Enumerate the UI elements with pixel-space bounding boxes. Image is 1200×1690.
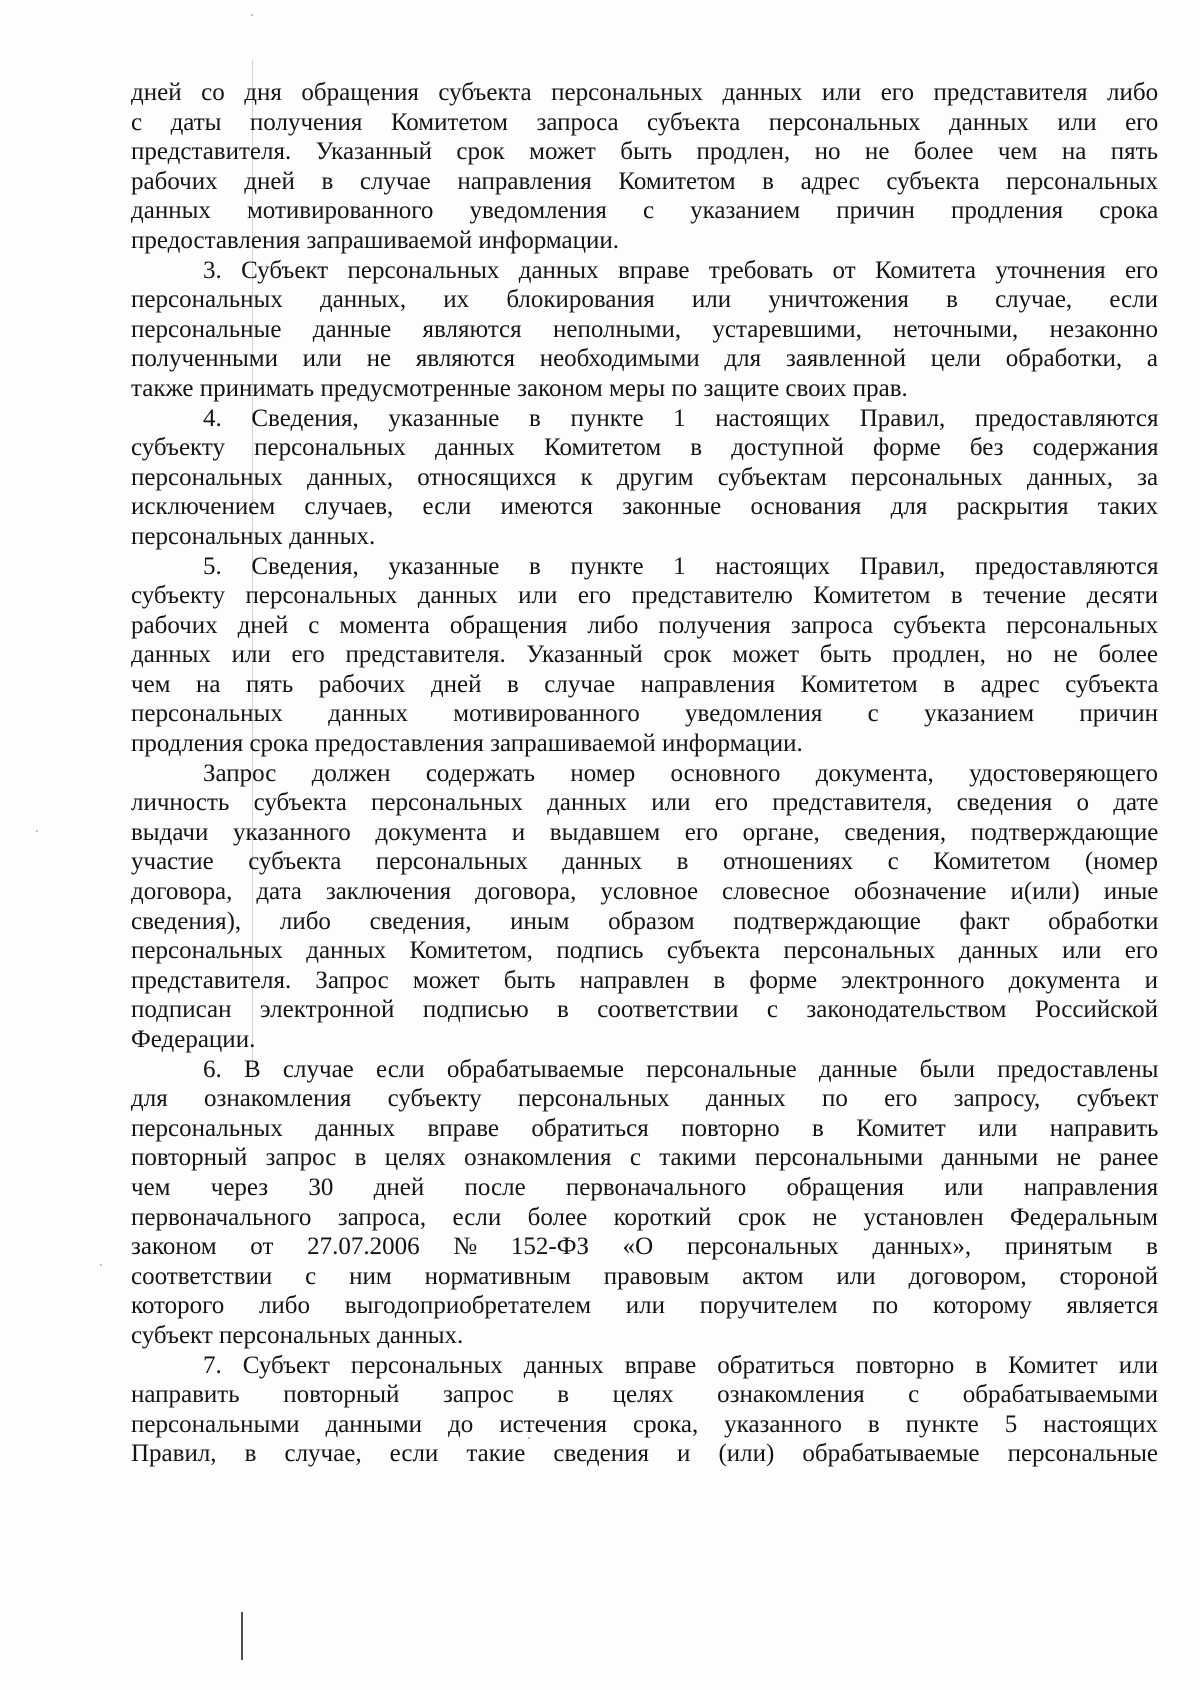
text-line: 3. Субъект персональных данных вправе требовать от Комитета уточнения его: [203, 256, 1159, 284]
text-line: данных или его представителя. Указанный срок может быть продлен, но не более: [131, 641, 1158, 669]
text-line: персональных данных, относящихся к другим субъектам персональных данных, за: [131, 463, 1159, 491]
text-line: направить повторный запрос в целях ознакомления с обрабатываемыми: [131, 1381, 1158, 1409]
text-line: участие субъекта персональных данных в отношениях с Комитетом (номер: [131, 848, 1158, 876]
text-line: 5. Сведения, указанные в пункте 1 настоящих Правил, предоставляются: [203, 552, 1159, 580]
text-line: персональных данных Комитетом, подпись субъекта персональных данных или его: [131, 937, 1158, 965]
scan-speck: [251, 14, 253, 16]
text-line: соответствии с ним нормативным правовым актом или договором, стороной: [131, 1262, 1158, 1290]
text-line: для ознакомления субъекту персональных данных по его запросу, субъект: [131, 1085, 1159, 1113]
text-line: личность субъекта персональных данных или его представителя, сведения о дате: [131, 789, 1159, 817]
text-line: договора, дата заключения договора, условное словесное обозначение и(или) иные: [131, 878, 1159, 906]
text-line: чем на пять рабочих дней в случае направления Комитетом в адрес субъекта: [131, 670, 1159, 698]
text-line: с даты получения Комитетом запроса субъекта персональных данных или его: [131, 108, 1159, 136]
text-line: 4. Сведения, указанные в пункте 1 настоящих Правил, предоставляются: [203, 404, 1159, 432]
text-line: выдачи указанного документа и выдавшем его органе, сведения, подтверждающие: [131, 818, 1159, 846]
scan-speck: [100, 1264, 102, 1266]
document-body-text: [131, 78, 1158, 1469]
text-line: рабочих дней с момента обращения либо получения запроса субъекта персональных: [131, 611, 1159, 639]
text-line: продления срока предоставления запрашиваемой информации.: [131, 730, 803, 758]
text-line: субъекту персональных данных или его представителю Комитетом в течение десяти: [131, 582, 1158, 610]
text-line: повторный запрос в целях ознакомления с такими персональными данными не ранее: [131, 1144, 1159, 1172]
text-line: 6. В случае если обрабатываемые персональные данные были предоставлены: [203, 1055, 1159, 1083]
text-line: подписан электронной подписью в соответствии с законодательством Российской: [131, 996, 1159, 1024]
text-line: рабочих дней в случае направления Комитетом в адрес субъекта персональных: [131, 167, 1158, 195]
text-line: субъект персональных данных.: [131, 1321, 464, 1349]
text-line: сведения), либо сведения, иным образом подтверждающие факт обработки: [131, 907, 1159, 935]
text-line: полученными или не являются необходимыми для заявленной цели обработки, а: [131, 345, 1158, 373]
text-line: данных мотивированного уведомления с указанием причин продления срока: [131, 197, 1159, 225]
text-line: 7. Субъект персональных данных вправе обратиться повторно в Комитет или: [203, 1351, 1158, 1379]
text-line: персональные данные являются неполными, устаревшими, неточными, незаконно: [131, 315, 1158, 343]
text-line: которого либо выгодоприобретателем или поручителем по которому является: [131, 1292, 1159, 1320]
text-line: законом от 27.07.2006 № 152-ФЗ «О персональных данных», принятым в: [131, 1233, 1158, 1261]
text-line: представителя. Указанный срок может быть продлен, но не более чем на пять: [131, 138, 1158, 166]
text-line: Запрос должен содержать номер основного документа, удостоверяющего: [203, 759, 1158, 787]
text-line: персональными данными до истечения срока, указанного в пункте 5 настоящих: [131, 1410, 1158, 1438]
text-line: персональных данных мотивированного уведомления с указанием причин: [131, 700, 1158, 728]
text-line: чем через 30 дней после первоначального обращения или направления: [131, 1173, 1159, 1201]
text-line: предоставления запрашиваемой информации.: [131, 226, 620, 254]
text-line: Правил, в случае, если такие сведения и (или) обрабатываемые персональные: [131, 1440, 1158, 1468]
scan-speck: [36, 830, 38, 832]
text-line: персональных данных.: [131, 522, 376, 550]
text-line: дней со дня обращения субъекта персональных данных или его представителя либо: [131, 79, 1159, 106]
text-line: персональных данных, их блокирования или уничтожения в случае, если: [131, 286, 1158, 314]
text-line: также принимать предусмотренные законом меры по защите своих прав.: [131, 374, 908, 402]
text-line: первоначального запроса, если более короткий срок не установлен Федеральным: [131, 1203, 1158, 1231]
text-line: исключением случаев, если имеются законные основания для раскрытия таких: [131, 493, 1159, 521]
text-line: Федерации.: [131, 1026, 256, 1053]
text-line: представителя. Запрос может быть направлен в форме электронного документа и: [131, 966, 1158, 994]
text-line: субъекту персональных данных Комитетом в доступной форме без содержания: [131, 434, 1159, 462]
scan-crease-line-bottom: [241, 1612, 243, 1660]
text-line: персональных данных вправе обратиться повторно в Комитет или направить: [131, 1114, 1159, 1142]
